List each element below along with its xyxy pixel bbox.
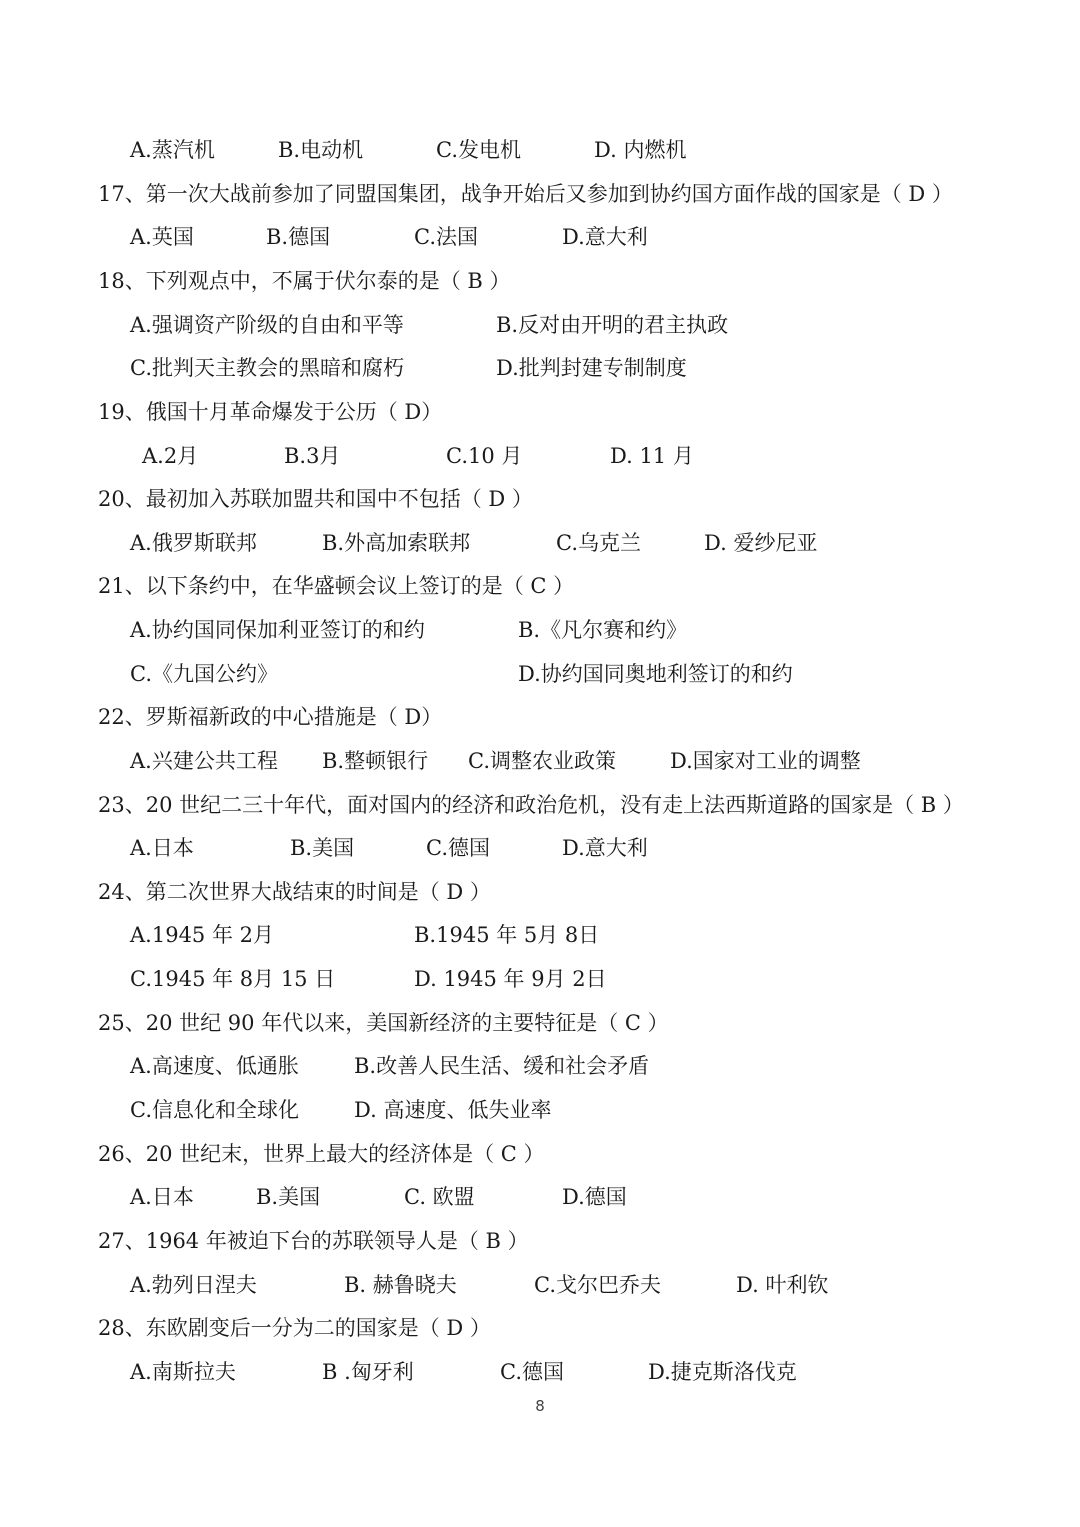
- option: C.德国: [500, 1360, 564, 1384]
- option: B.1945 年 5月 8日: [414, 923, 600, 947]
- option: D. 1945 年 9月 2日: [414, 967, 607, 991]
- option: B.《凡尔赛和约》: [518, 618, 688, 642]
- question-18: 18、下列观点中，不属于伏尔泰的是（ B ）: [98, 269, 511, 293]
- option: B.整顿银行: [322, 749, 429, 773]
- option: B.德国: [266, 225, 331, 249]
- option: A.南斯拉夫: [130, 1360, 236, 1384]
- option: D. 11 月: [610, 444, 694, 468]
- option: C.批判天主教会的黑暗和腐朽: [130, 356, 404, 380]
- option: D.意大利: [562, 225, 648, 249]
- option: C.调整农业政策: [468, 749, 616, 773]
- option: D. 叶利钦: [736, 1273, 829, 1297]
- question-24: 24、第二次世界大战结束的时间是（ D ）: [98, 880, 491, 904]
- option: A.高速度、低通胀: [130, 1054, 299, 1078]
- question-25: 25、20 世纪 90 年代以来，美国新经济的主要特征是（ C ）: [98, 1011, 669, 1035]
- option: D. 内燃机: [594, 138, 687, 162]
- question-22: 22、罗斯福新政的中心措施是（ D）: [98, 705, 443, 729]
- option: A.日本: [130, 1185, 194, 1209]
- option: C.1945 年 8月 15 日: [130, 967, 336, 991]
- option: C.法国: [414, 225, 478, 249]
- option: B.外高加索联邦: [322, 531, 471, 555]
- question-20: 20、最初加入苏联加盟共和国中不包括（ D ）: [98, 487, 533, 511]
- option: A.兴建公共工程: [130, 749, 278, 773]
- option: D.德国: [562, 1185, 627, 1209]
- option: B.电动机: [278, 138, 364, 162]
- page-number: 8: [535, 1397, 545, 1415]
- option: D.捷克斯洛伐克: [648, 1360, 797, 1384]
- option: C.10 月: [446, 444, 523, 468]
- option: D. 爱纱尼亚: [704, 531, 818, 555]
- option: A.英国: [130, 225, 194, 249]
- option: A.蒸汽机: [130, 138, 215, 162]
- option: A.勃列日涅夫: [130, 1273, 257, 1297]
- option: A.俄罗斯联邦: [130, 531, 257, 555]
- option: D.协约国同奥地利签订的和约: [518, 662, 793, 686]
- question-17: 17、第一次大战前参加了同盟国集团，战争开始后又参加到协约国方面作战的国家是（ D ）: [98, 182, 953, 206]
- option: B.反对由开明的君主执政: [496, 313, 729, 337]
- option: B.改善人民生活、缓和社会矛盾: [354, 1054, 650, 1078]
- option: A.强调资产阶级的自由和平等: [130, 313, 404, 337]
- option: A.1945 年 2月: [130, 923, 274, 947]
- option: A.协约国同保加利亚签订的和约: [130, 618, 425, 642]
- question-28: 28、东欧剧变后一分为二的国家是（ D ）: [98, 1316, 491, 1340]
- option: D.意大利: [562, 836, 648, 860]
- question-21: 21、以下条约中，在华盛顿会议上签订的是（ C ）: [98, 574, 575, 598]
- question-23: 23、20 世纪二三十年代，面对国内的经济和政治危机，没有走上法西斯道路的国家是（ B ）: [98, 793, 964, 817]
- option: B .匈牙利: [322, 1360, 414, 1384]
- option: A.日本: [130, 836, 194, 860]
- option: C.乌克兰: [556, 531, 641, 555]
- option: C.信息化和全球化: [130, 1098, 299, 1122]
- option: C.《九国公约》: [130, 662, 278, 686]
- option: D.批判封建专制制度: [496, 356, 687, 380]
- option: D.国家对工业的调整: [670, 749, 861, 773]
- option: B.美国: [290, 836, 355, 860]
- option: C.戈尔巴乔夫: [534, 1273, 661, 1297]
- option: C.发电机: [436, 138, 521, 162]
- option: C. 欧盟: [404, 1185, 475, 1209]
- option: B.美国: [256, 1185, 321, 1209]
- option: D. 高速度、低失业率: [354, 1098, 552, 1122]
- option: B. 赫鲁晓夫: [344, 1273, 457, 1297]
- question-27: 27、1964 年被迫下台的苏联领导人是（ B ）: [98, 1229, 529, 1253]
- option: A.2月: [142, 444, 199, 468]
- question-26: 26、20 世纪末，世界上最大的经济体是（ C ）: [98, 1142, 545, 1166]
- option: B.3月: [284, 444, 341, 468]
- option: C.德国: [426, 836, 490, 860]
- question-19: 19、俄国十月革命爆发于公历（ D）: [98, 400, 443, 424]
